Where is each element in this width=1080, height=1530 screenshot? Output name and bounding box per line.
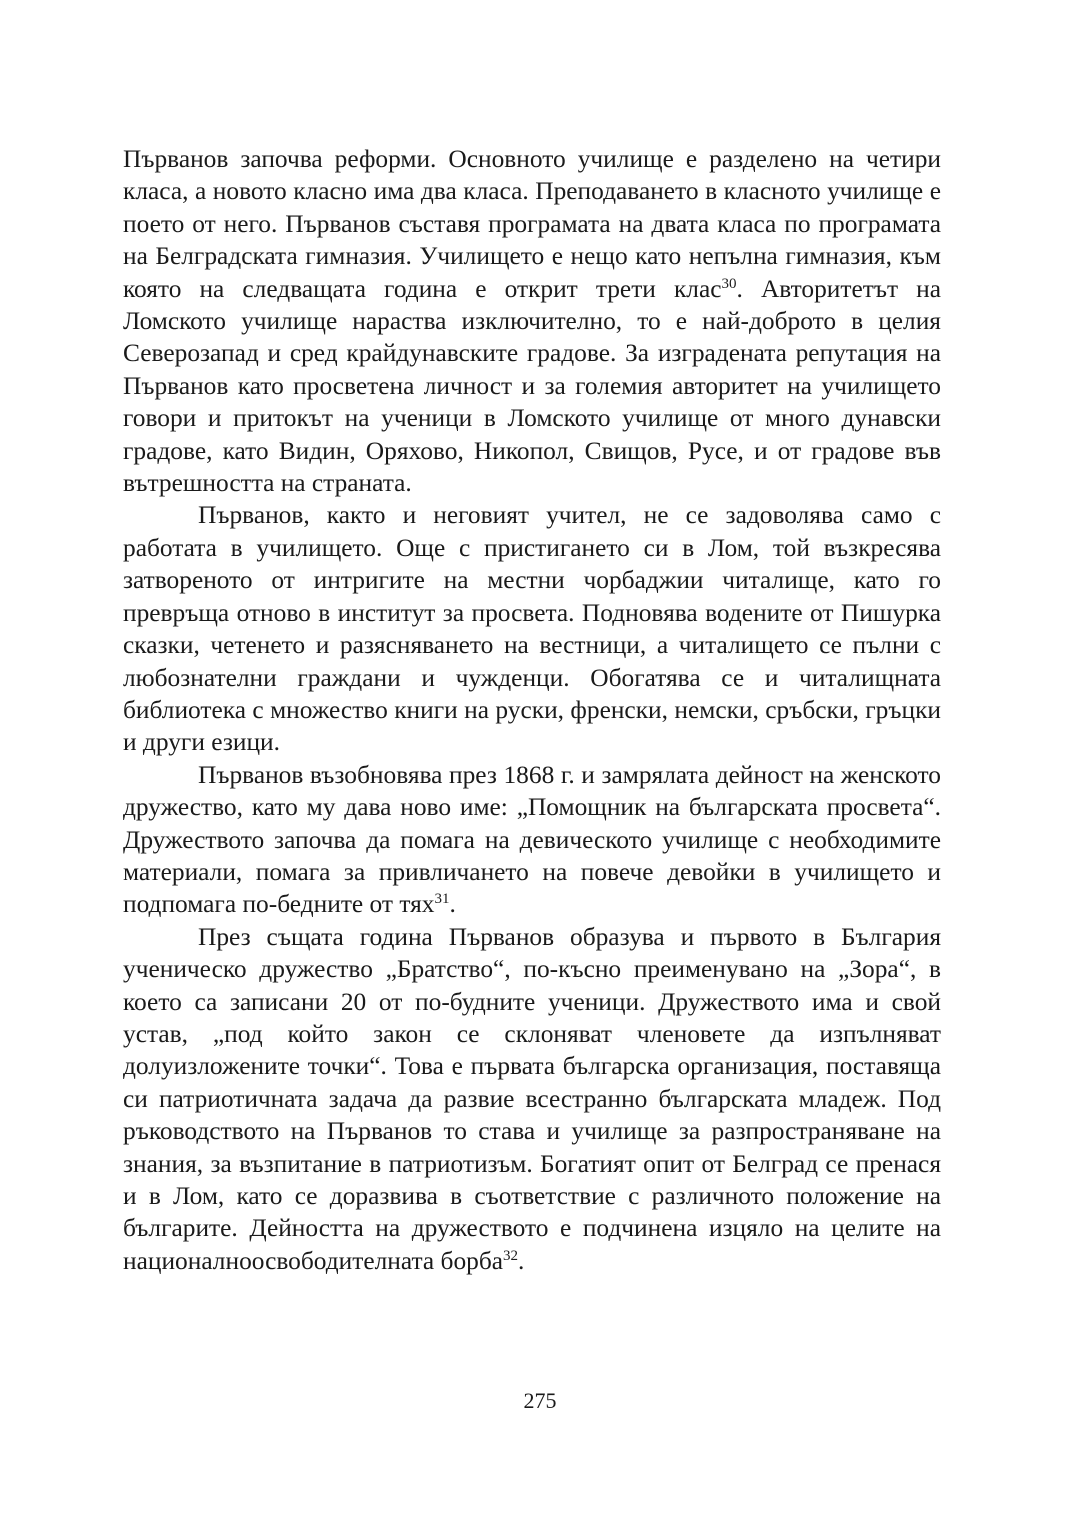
paragraph-3-text-b: . <box>449 890 456 919</box>
page-number: 275 <box>523 1388 557 1413</box>
page-body <box>123 143 941 1277</box>
paragraph-1-text-b: . Авторитетът на Ломското училище нараства изключително, то е най-доброто в целия Северозапад и сред крайдунавските градове. За изградената репутация на Първанов като просветена личност и за големия авторитет на училището говори и притокът на ученици в Ломското училище от много дунавски градове, като Видин, Оряхово, Никопол, Свищов, Русе, и от градове във вътрешността на страната. <box>123 274 941 498</box>
paragraph-2 <box>123 499 941 758</box>
paragraph-4 <box>123 921 941 1277</box>
paragraph-4-text-b: . <box>518 1246 525 1275</box>
paragraph-4-text-a: През същата година Първанов образува и първото в България ученическо дружество „Братство“, по-късно преименувано на „Зора“, в което са записани 20 от по-будните ученици. Дружеството има и свой устав, „под който закон се склоняват членовете да изпълняват долуизложените точки“. Това е първата българска организация, поставяща си патриотичната задача да развие всестранно българската младеж. Под ръководството на Първанов то става и училище за разпространяване на знания, за възпитание в патриотизъм. Богатият опит от Белград се пренася и в Лом, като се доразвива в съответствие с различното положение на българите. Дейността на дружеството е подчинена изцяло на целите на националноосвободителната борба <box>123 922 941 1275</box>
footnote-ref-31[interactable]: 31 <box>434 891 450 908</box>
footnote-ref-30[interactable]: 30 <box>721 275 737 292</box>
paragraph-3-text-a: Първанов възобновява през 1868 г. и замрялата дейност на женското дружество, като му дава ново име: „Помощник на българската просвета“. Дружеството започва да помага на девическото училище с необходимите материали, помага за привличането на повече девойки в училището и подпомага по-бедните от тях <box>123 760 941 919</box>
paragraph-3 <box>123 759 941 921</box>
paragraph-1 <box>123 143 941 499</box>
footnote-ref-32[interactable]: 32 <box>503 1247 519 1264</box>
paragraph-1-text-a: Първанов започва реформи. Основното училище е разделено на четири класа, а новото класно има два класа. Преподаването в класното училище е поето от него. Първанов съставя програмата на двата класа по програмата на Белградската гимназия. Училището е нещо като непълна гимназия, към която на следващата година е открит трети клас <box>123 145 941 303</box>
paragraph-2-text: Първанов, както и неговият учител, не се задоволява само с работата в училището. Още с пристигането си в Лом, той възкресява затвореното от интригите на местни чорбаджии читалище, като го превръща отново в институт за просвета. Подновява водените от Пишурка сказки, четенето и разясняването на вестници, а читалището се пълни с любознателни граждани и чужденци. Обогатява се и читалищната библиотека с множество книги на руски, френски, немски, сръбски, гръцки и други езици. <box>123 501 941 757</box>
